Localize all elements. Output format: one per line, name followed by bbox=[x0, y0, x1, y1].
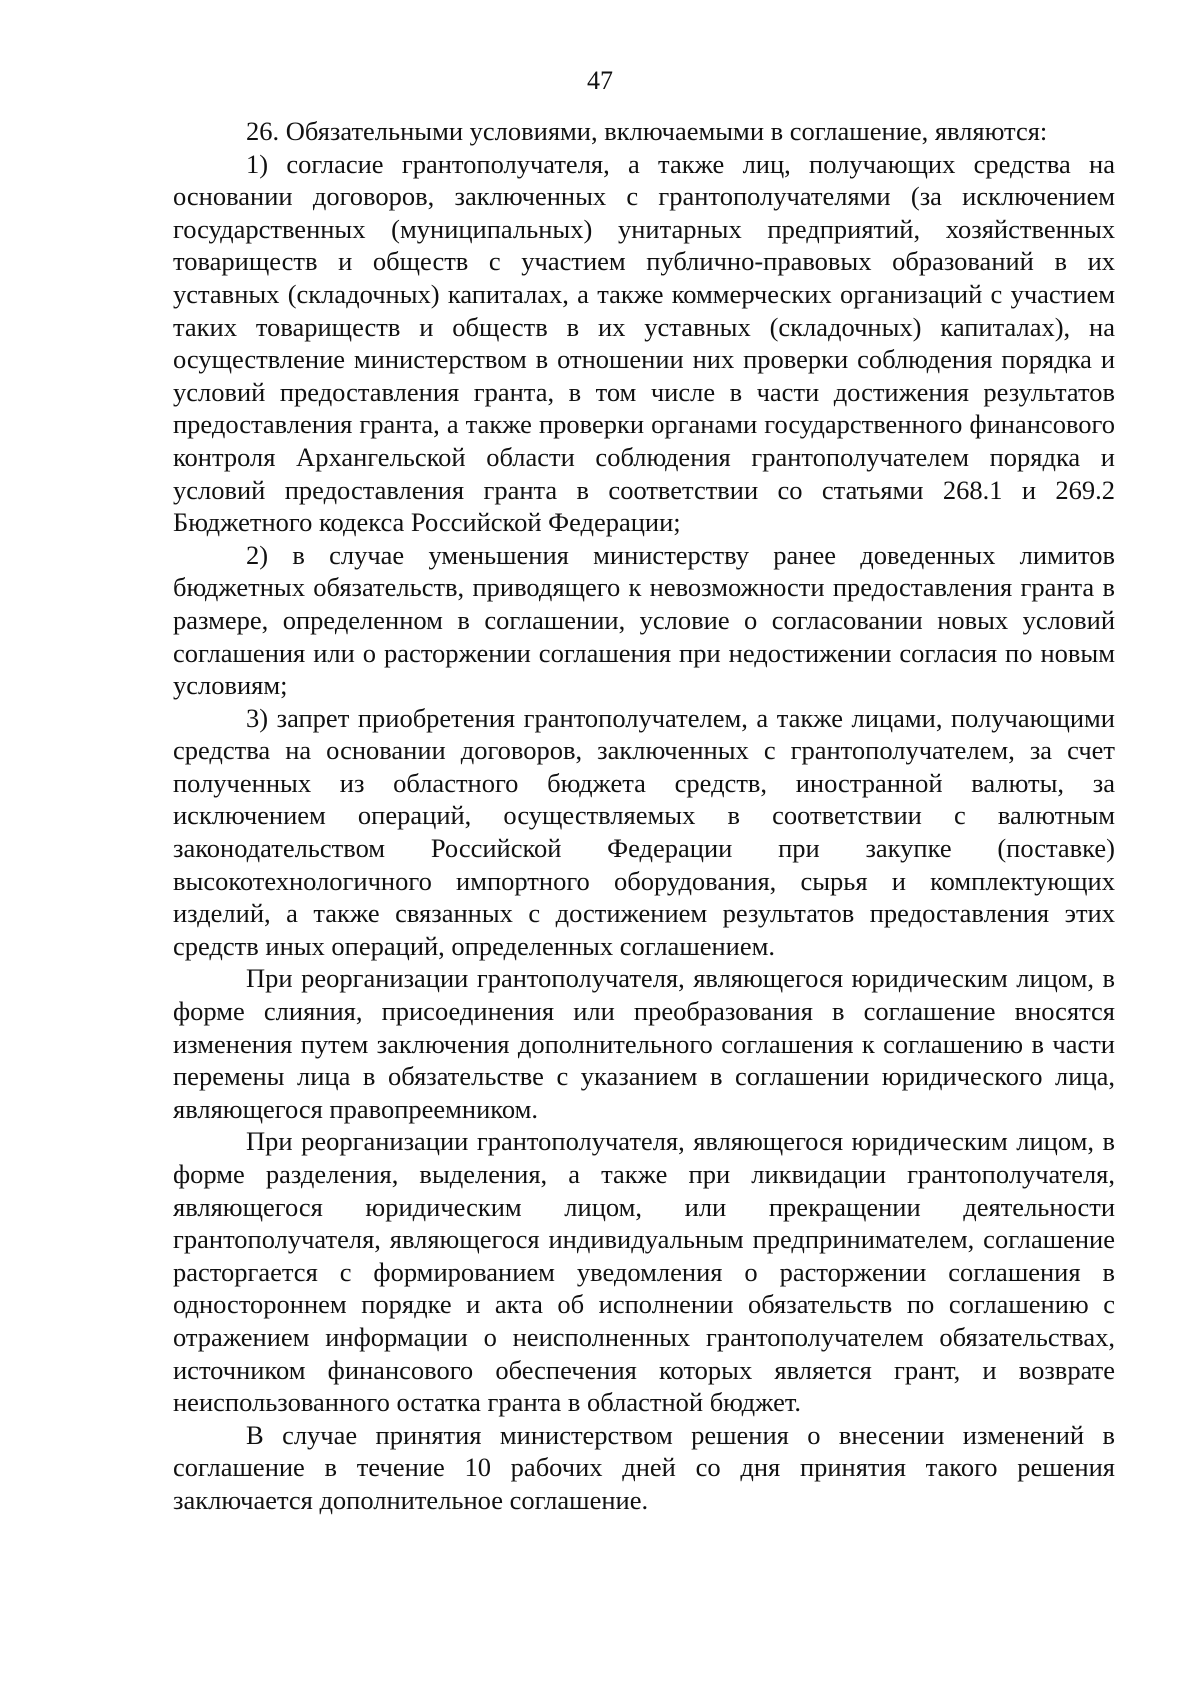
paragraph-amendment: В случае принятия министерством решения о внесении изменений в соглашение в течение 10 рабочих дней со дня принятия такого решения заключается дополнительное соглашение. bbox=[173, 1419, 1115, 1515]
document-body bbox=[173, 115, 1115, 1517]
paragraph-condition-3: 3) запрет приобретения грантополучателем, а также лицами, получающими средства на основании договоров, заключенных с грантополучателем, за счет полученных из областного бюджета средств, иностранной валюты, за исключением операций, осуществляемых в соответствии с валютным законодательством Российской Федерации при закупке (поставке) высокотехнологичного импортного оборудования, сырья и комплектующих изделий, а также связанных с достижением результатов предоставления этих средств иных операций, определенных соглашением. bbox=[173, 702, 1115, 961]
paragraph-26-heading: 26. Обязательными условиями, включаемыми в соглашение, являются: bbox=[246, 116, 1048, 146]
paragraph-condition-1: 1) согласие грантополучателя, а также лиц, получающих средства на основании договоров, заключенных с грантополучателями (за исключением государственных (муниципальных) унитарных предприятий, хозяйственных товариществ и обществ с участием публично-правовых образований в их уставных (складочных) капиталах, а также коммерческих организаций с участием таких товариществ и обществ в их уставных (складочных) капиталах), на осуществление министерством в отношении них проверки соблюдения порядка и условий предоставления гранта, в том числе в части достижения результатов предоставления гранта, а также проверки органами государственного финансового контроля Архангельской области соблюдения грантополучателем порядка и условий предоставления гранта в соответствии со статьями 268.1 и 269.2 Бюджетного кодекса Российской Федерации; bbox=[173, 148, 1115, 538]
page-number: 47 bbox=[587, 66, 613, 95]
paragraph-reorganization-merger: При реорганизации грантополучателя, являющегося юридическим лицом, в форме слияния, присоединения или преобразования в соглашение вносятся изменения путем заключения дополнительного соглашения к соглашению в части перемены лица в обязательстве с указанием в соглашении юридического лица, являющегося правопреемником. bbox=[173, 963, 1115, 1124]
paragraph-reorganization-division: При реорганизации грантополучателя, являющегося юридическим лицом, в форме разделения, выделения, а также при ликвидации грантополучателя, являющегося юридическим лицом, или прекращении деятельности грантополучателя, являющегося индивидуальным предпринимателем, соглашение расторгается с формированием уведомления о расторжении соглашения в одностороннем порядке и акта об исполнении обязательств по соглашению с отражением информации о неисполненных грантополучателем обязательствах, источником финансового обеспечения которых является грант, и возврате неиспользованного остатка гранта в областной бюджет. bbox=[173, 1126, 1115, 1418]
paragraph-condition-2: 2) в случае уменьшения министерству ранее доведенных лимитов бюджетных обязательств, приводящего к невозможности предоставления гранта в размере, определенном в соглашении, условие о согласовании новых условий соглашения или о расторжении соглашения при недостижении согласия по новым условиям; bbox=[173, 539, 1115, 701]
